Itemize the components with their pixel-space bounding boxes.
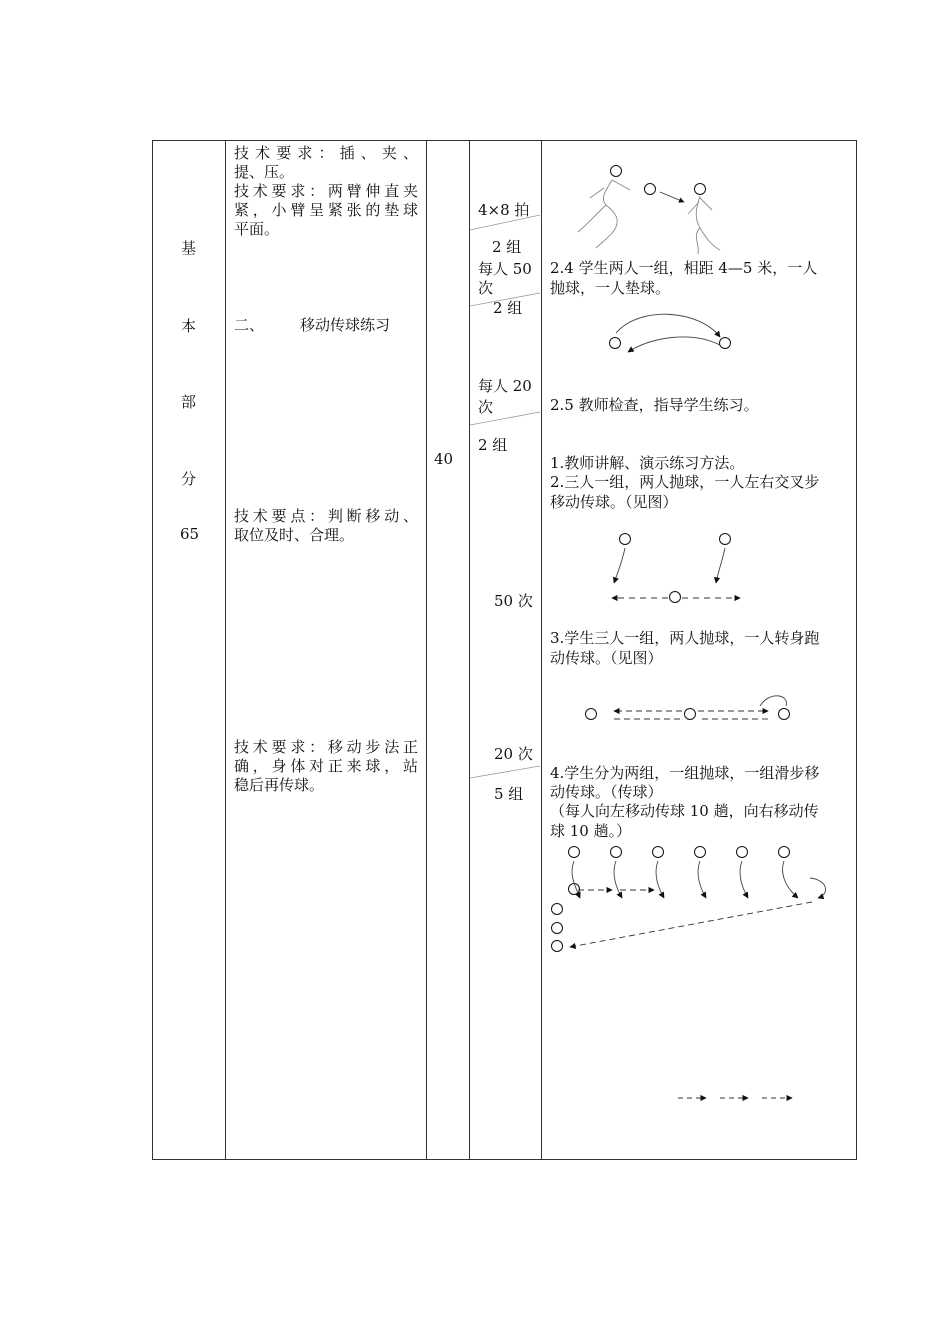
load-value: 4×8 拍 (478, 201, 530, 219)
player-marker (720, 338, 731, 349)
section-char: 部 (181, 393, 197, 411)
load-value: 每人 50 (478, 260, 532, 278)
method-text: 2.5 教师检查，指导学生练习。 (550, 396, 759, 414)
player-marker (779, 847, 790, 858)
player-marker (620, 534, 631, 545)
tech-requirement-3: 技术要求：移动步法正 (234, 738, 418, 756)
load-value: 2 组 (478, 436, 508, 454)
pass-arrow (614, 548, 625, 583)
pass-arrow (660, 192, 684, 202)
tech-point: 技术要点：判断移动、 (234, 507, 418, 525)
method-text: 抛球，一人垫球。 (550, 279, 671, 297)
player-marker (695, 847, 706, 858)
load-value: 2 组 (492, 238, 522, 256)
load-value: 50 次 (494, 592, 533, 610)
load-value: 次 (478, 398, 494, 416)
player-marker (569, 847, 580, 858)
tech-requirement-3: 稳后再传球。 (234, 776, 325, 794)
passing-sketch-diagram (578, 166, 720, 255)
tech-requirement-1: 技术要求：插、夹、 (234, 144, 418, 162)
tech-requirement-2: 技术要求：两臂伸直夹 (234, 182, 418, 200)
tech-requirement-2: 紧，小臂呈紧张的垫球 (234, 201, 418, 219)
player-marker (552, 904, 563, 915)
toss-bump-diagram (610, 314, 731, 352)
load-value: 2 组 (493, 299, 523, 317)
method-text: 2.三人一组，两人抛球，一人左右交叉步 (550, 473, 820, 491)
tech-requirement-3: 确，身体对正来球，站 (234, 757, 418, 775)
section-char: 分 (181, 470, 197, 488)
method-text: 移动传球。（见图） (550, 493, 678, 511)
load-separators (470, 215, 540, 778)
turn-arrow (760, 696, 787, 706)
pass-arrow (614, 861, 622, 898)
method-text: 动传球。（见图） (550, 649, 663, 667)
player-marker (720, 534, 731, 545)
player-marker (611, 166, 622, 177)
method-text: 1.教师讲解、演示练习方法。 (550, 454, 745, 472)
pass-arrow (810, 878, 826, 898)
pass-arrow (783, 861, 798, 898)
player-marker (610, 338, 621, 349)
player-marker (685, 709, 696, 720)
load-value: 20 次 (494, 745, 533, 763)
method-text: 动传球。（传球） (550, 783, 663, 801)
section-minutes: 65 (180, 525, 200, 543)
pass-arrow (656, 861, 664, 898)
tech-point: 取位及时、合理。 (234, 526, 355, 544)
player-marker (586, 709, 597, 720)
method-text: 球 10 趟。） (550, 822, 632, 840)
method-text: 3.学生三人一组，两人抛球，一人转身跑 (550, 629, 820, 647)
section-char: 本 (181, 317, 197, 335)
section-number: 二、 (234, 316, 265, 334)
player-marker (552, 923, 563, 934)
cross-step-diagram (612, 534, 740, 603)
pass-arrow (628, 337, 720, 352)
return-arrow (570, 902, 812, 947)
method-text: 2.4 学生两人一组，相距 4—5 米，一人 (550, 259, 818, 277)
slide-step-diagram (552, 847, 826, 952)
method-text: 4.学生分为两组，一组抛球，一组滑步移 (550, 764, 820, 782)
load-value: 次 (478, 279, 494, 297)
player-marker (611, 847, 622, 858)
time-value: 40 (434, 450, 454, 468)
load-value: 5 组 (494, 785, 524, 803)
turn-run-diagram (586, 696, 790, 720)
tech-requirement-1: 提、压。 (234, 163, 295, 181)
player-marker (653, 847, 664, 858)
pass-arrow (616, 314, 720, 337)
player-marker (670, 592, 681, 603)
player-marker (552, 941, 563, 952)
tech-requirement-2: 平面。 (234, 220, 280, 238)
load-value: 每人 20 (478, 377, 532, 395)
section-title: 移动传球练习 (300, 316, 391, 334)
player-marker (695, 184, 706, 195)
player-marker (737, 847, 748, 858)
pass-arrow (740, 861, 748, 898)
method-text: （每人向左移动传球 10 趟，向右移动传 (550, 802, 819, 820)
section-char: 基 (181, 239, 197, 257)
ball-marker (645, 184, 656, 195)
player-marker (779, 709, 790, 720)
pass-arrow (698, 861, 706, 898)
pass-arrow (716, 548, 725, 583)
